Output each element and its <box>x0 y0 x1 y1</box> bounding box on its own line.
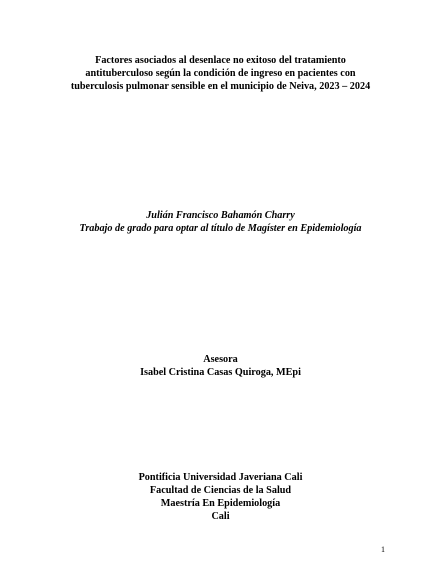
degree-statement: Trabajo de grado para optar al título de Magíster en Epidemiología <box>79 223 362 234</box>
author-name: Julián Francisco Bahamón Charry <box>146 210 295 221</box>
advisor-section <box>40 353 401 379</box>
program-name: Maestría En Epidemiología <box>160 498 281 509</box>
advisor-label: Asesora <box>203 354 238 365</box>
page-number: 1 <box>381 545 385 554</box>
author-section <box>40 209 401 235</box>
institution-section <box>40 471 401 523</box>
university-name: Pontificia Universidad Javeriana Cali <box>138 472 303 483</box>
thesis-title-line-1: Factores asociados al desenlace no exitoso del tratamiento <box>95 55 346 66</box>
thesis-title <box>40 54 401 93</box>
thesis-title-line-3: tuberculosis pulmonar sensible en el municipio de Neiva, 2023 – 2024 <box>70 81 371 92</box>
thesis-title-line-2: antituberculoso según la condición de ingreso en pacientes con <box>85 68 356 79</box>
city-name: Cali <box>211 511 230 522</box>
advisor-name: Isabel Cristina Casas Quiroga, MEpi <box>140 367 301 378</box>
faculty-name: Facultad de Ciencias de la Salud <box>149 485 292 496</box>
